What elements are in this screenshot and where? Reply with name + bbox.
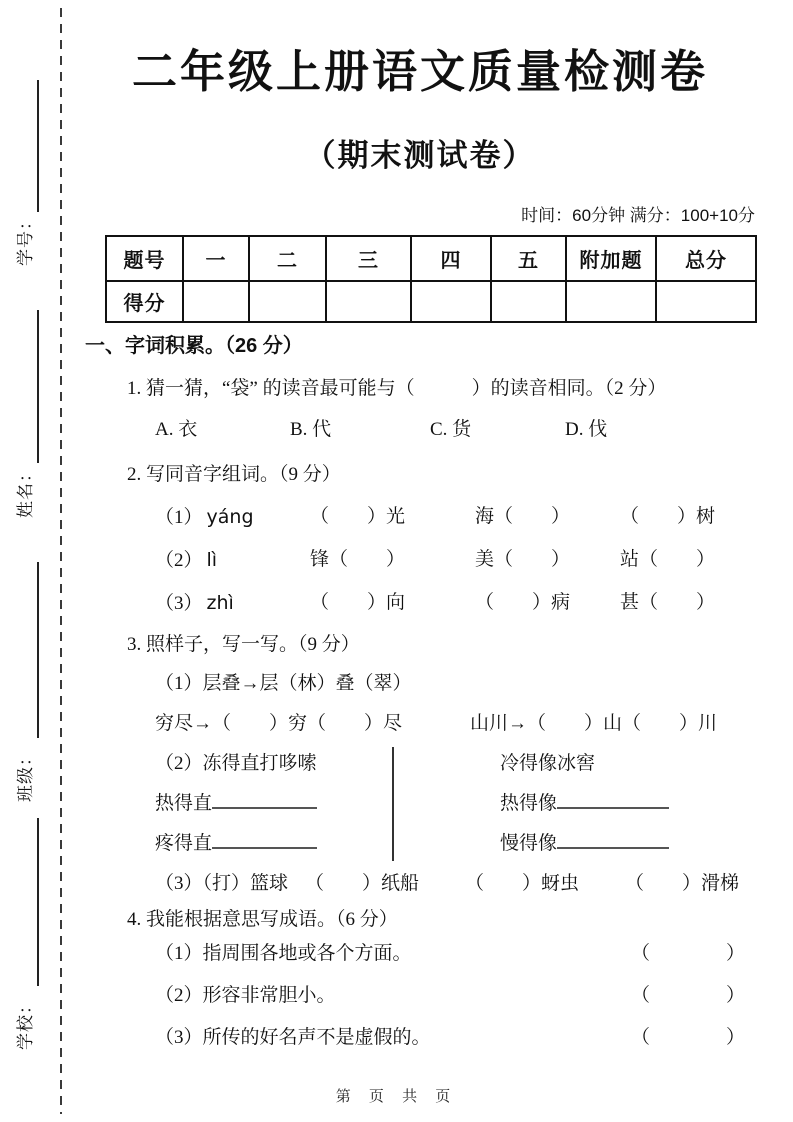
score-table-col-2: 二 xyxy=(249,236,326,281)
q4-item-1-text: （1）指周围各地或各个方面。 xyxy=(155,942,412,964)
q3-part2 xyxy=(155,744,755,864)
school-label: 学校： xyxy=(16,996,35,1050)
q2-row1-pinyin: yáng xyxy=(206,505,254,528)
q4-item-3-answer-blank: （ ） xyxy=(630,1026,745,1048)
answer-blank xyxy=(212,830,317,849)
option-d: D. 伐 xyxy=(565,418,608,440)
q2-row2-item3: 站（ ） xyxy=(620,548,716,570)
q3-part3-example: （3）（打）篮球 xyxy=(155,872,289,894)
q2-row1-item1: （ ）光 xyxy=(310,505,406,527)
question-4-stem: 4. 我能根据意思写成语。（6 分） xyxy=(127,908,398,930)
student-name-label: 姓名： xyxy=(16,464,35,518)
q3-part3-item2: （ ）蚜虫 xyxy=(465,872,580,894)
score-table-col-1: 一 xyxy=(183,236,249,281)
student-id-blank-line xyxy=(37,80,39,212)
score-cell xyxy=(326,281,411,322)
answer-blank xyxy=(212,790,317,809)
option-a: A. 衣 xyxy=(155,418,198,440)
score-row-label: 得分 xyxy=(106,281,183,322)
q2-row2-item2: 美（ ） xyxy=(475,548,571,570)
page-footer: 第 页 共 页 xyxy=(335,1088,458,1105)
q2-row3-num: （3） zhì xyxy=(155,591,234,614)
q3-part2-right-blank1: 热得像 xyxy=(500,784,669,824)
q3-part2-right-example: 冷得像冰窖 xyxy=(500,752,596,774)
question-1-options xyxy=(155,416,755,443)
question-3-stem: 3. 照样子，写一写。（9 分） xyxy=(127,633,360,655)
q2-row1-num: （1） yáng xyxy=(155,505,254,528)
score-cell xyxy=(491,281,566,322)
q3-part1-left: 穷尽→（ ）穷（ ）尽 xyxy=(155,712,403,734)
score-table-col-5: 五 xyxy=(491,236,566,281)
page-title: 二年级上册语文质量检测卷 xyxy=(131,46,708,97)
q2-row2-item1: 锋（ ） xyxy=(310,548,406,570)
q3-part3-item3: （ ）滑梯 xyxy=(625,872,740,894)
q2-row3-item3: 甚（ ） xyxy=(620,591,716,613)
score-table-col-total: 总分 xyxy=(656,236,756,281)
score-table-col-4: 四 xyxy=(411,236,491,281)
answer-blank xyxy=(557,790,669,809)
q3-part3 xyxy=(155,864,755,904)
score-cell xyxy=(411,281,491,322)
q3-part2-left-example: （2）冻得直打哆嗦 xyxy=(155,752,317,774)
score-table-header-cell: 题号 xyxy=(106,236,183,281)
q2-row1-item3: （ ）树 xyxy=(620,505,716,527)
q2-row3-pinyin: zhì xyxy=(206,591,234,614)
q4-item-2-answer-blank: （ ） xyxy=(630,984,745,1006)
question-1-stem: 1. 猜一猜，“袋” 的读音最可能与（ ）的读音相同。（2 分） xyxy=(127,377,667,399)
q3-part1-line xyxy=(155,704,755,744)
option-c: C. 货 xyxy=(430,418,472,440)
q2-row2-pinyin: lì xyxy=(206,548,218,571)
score-table-header-row xyxy=(106,236,756,281)
q4-item-3 xyxy=(155,1017,755,1059)
binding-dashed-line xyxy=(60,8,62,1114)
q4-item-3-text: （3）所传的好名声不是虚假的。 xyxy=(155,1026,431,1048)
score-table-score-row xyxy=(106,281,756,322)
q3-part2-left-column xyxy=(155,744,392,864)
score-table xyxy=(105,235,757,323)
question-2-rows xyxy=(155,496,755,625)
class-blank-line xyxy=(37,562,39,738)
q3-part1-example: （1）层叠→层（林）叠（翠） xyxy=(155,672,412,694)
student-name-blank-line xyxy=(37,310,39,463)
q3-part2-divider xyxy=(392,747,394,861)
page-subtitle: （期末测试卷） xyxy=(304,137,536,173)
q2-row3-item2: （ ）病 xyxy=(475,591,571,613)
exam-content xyxy=(85,0,755,1059)
school-blank-line xyxy=(37,818,39,986)
q3-part1-right: 山川→（ ）山（ ）川 xyxy=(470,712,718,734)
score-cell xyxy=(183,281,249,322)
question-2-stem: 2. 写同音字组词。（9 分） xyxy=(127,463,341,485)
score-table-col-extra: 附加题 xyxy=(566,236,656,281)
q4-item-2 xyxy=(155,975,755,1017)
binding-margin xyxy=(0,0,62,1122)
q4-item-2-text: （2）形容非常胆小。 xyxy=(155,984,336,1006)
q3-part2-right-column xyxy=(500,744,669,864)
score-cell xyxy=(249,281,326,322)
q3-part2-left-blank1: 热得直 xyxy=(155,784,392,824)
score-cell xyxy=(566,281,656,322)
q4-item-1 xyxy=(155,933,755,975)
option-b: B. 代 xyxy=(290,418,332,440)
q3-part2-right-blank2: 慢得像 xyxy=(500,824,669,864)
q2-row2-num: （2） lì xyxy=(155,548,218,571)
class-label: 班级： xyxy=(16,748,35,802)
student-id-label: 学号： xyxy=(16,212,35,266)
q3-part2-left-blank2: 疼得直 xyxy=(155,824,392,864)
q2-row1-item2: 海（ ） xyxy=(475,505,571,527)
q4-item-1-answer-blank: （ ） xyxy=(630,942,745,964)
answer-blank xyxy=(557,830,669,849)
score-cell xyxy=(656,281,756,322)
q3-part3-item1: （ ）纸船 xyxy=(305,872,420,894)
q2-row3-item1: （ ）向 xyxy=(310,591,406,613)
section-1-heading: 一、字词积累。（26 分） xyxy=(85,334,303,357)
exam-meta: 时间：60分钟 满分：100+10分 xyxy=(521,205,755,225)
score-table-col-3: 三 xyxy=(326,236,411,281)
